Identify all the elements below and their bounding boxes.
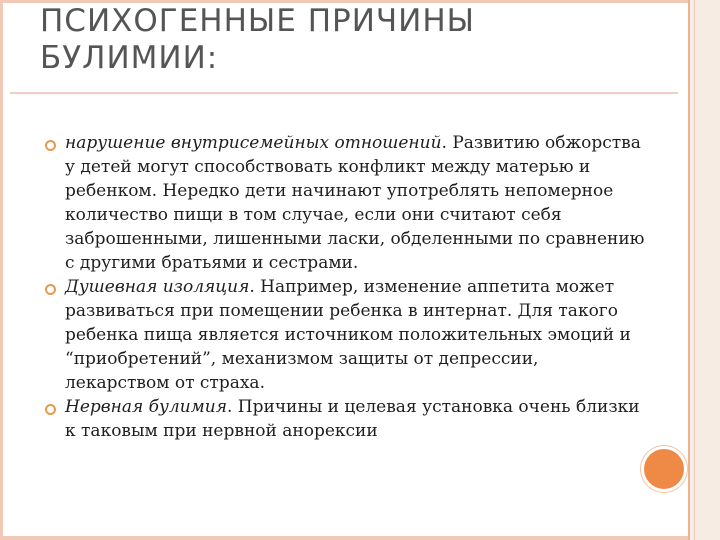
bullet-term: нарушение внутрисемейных отношений	[65, 133, 442, 153]
title-line-2: БУЛИМИИ:	[40, 40, 219, 76]
bullet-circle-icon	[45, 404, 56, 415]
slide-title	[40, 3, 660, 77]
bullet-text: . Причины и целевая установка очень близки к таковым при нервной анорексии	[65, 397, 640, 441]
right-decor-line	[688, 0, 690, 540]
bullet-item-family-relations	[45, 131, 645, 275]
bullet-item-emotional-isolation	[45, 275, 645, 395]
bullet-term: Нервная булимия	[65, 397, 227, 417]
decorative-orange-circle	[644, 449, 684, 489]
bullet-list	[45, 131, 645, 443]
bullet-circle-icon	[45, 140, 56, 151]
frame-left-border	[0, 0, 3, 540]
frame-bottom-border	[0, 536, 720, 540]
title-line-1: ПСИХОГЕННЫЕ ПРИЧИНЫ	[40, 3, 475, 39]
right-decor-line-inner	[694, 0, 695, 540]
title-divider	[10, 92, 678, 94]
bullet-circle-icon	[45, 284, 56, 295]
bullet-text: . Развитию обжорства у детей могут способствовать конфликт между матерью и ребенком. Нередко дети начинают употреблять непомерное количество пищи в том случае, если они считают себя заброшенными, лишенными ласки, обделенными по сравнению с другими братьями и сестрами.	[65, 133, 645, 273]
bullet-text: . Например, изменение аппетита может развиваться при помещении ребенка в интернат. Для такого ребенка пища является источником положительных эмоций и “приобретений”, механизмом защиты от депрессии, лекарством от страха.	[65, 277, 631, 393]
bullet-term: Душевная изоляция	[65, 277, 250, 297]
right-decor-stripe	[688, 0, 720, 540]
bullet-item-bulimia-nervosa	[45, 395, 645, 443]
